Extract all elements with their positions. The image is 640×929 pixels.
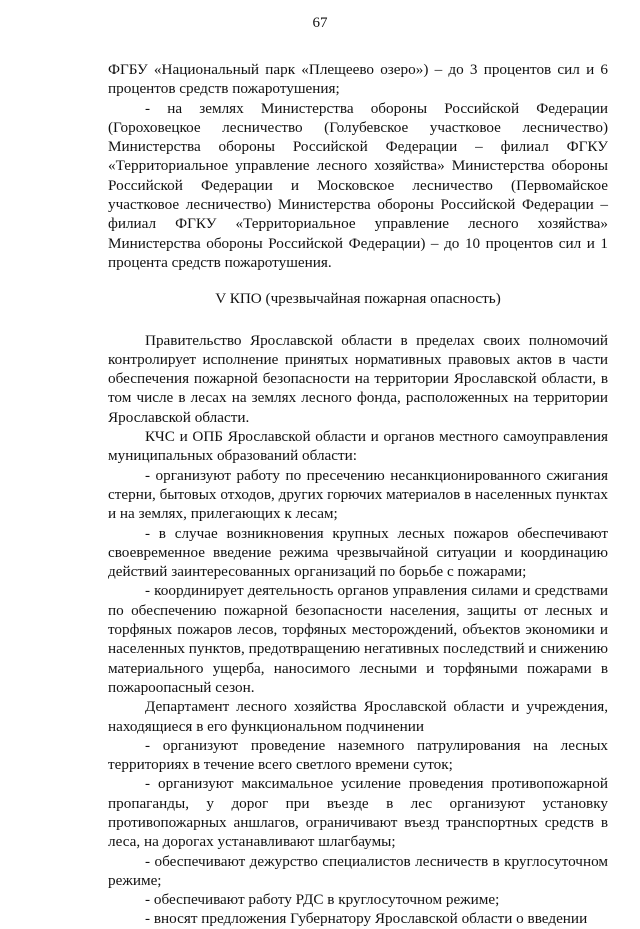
list-item: - в случае возникновения крупных лесных пожаров обеспечивают своевременное введение режима чрезвычайной ситуации и координацию действий заинтересованных организаций по борьбе с пожарами; <box>108 524 608 581</box>
list-item: - обеспечивают работу РДС в круглосуточном режиме; <box>145 891 500 909</box>
document-body <box>108 60 608 929</box>
list-item: - организуют работу по пресечению несанкционированного сжигания стерни, бытовых отходов, других горючих материалов в населенных пунктах и на землях, прилегающих к лесам; <box>108 466 608 523</box>
list-item: - организуют проведение наземного патрулирования на лесных территориях в течение всего светлого времени суток; <box>108 736 608 774</box>
paragraph: КЧС и ОПБ Ярославской области и органов местного самоуправления муниципальных образований области: <box>108 428 608 465</box>
paragraph: Правительство Ярославской области в пределах своих полномочий контролирует исполнение принятых нормативных правовых актов в части обеспечения пожарной безопасности на территории Ярославской области, в том числе в лесах на землях лесного фонда, расположенных на территории Ярославской области. <box>108 331 608 426</box>
page-number: 67 <box>312 15 328 31</box>
list-item: - обеспечивают дежурство специалистов лесничеств в круглосуточном режиме; <box>108 852 608 889</box>
paragraph: Департамент лесного хозяйства Ярославской области и учреждения, находящиеся в его функциональном подчинении <box>108 698 608 735</box>
list-item: - вносят предложения Губернатору Ярославской области о введении <box>145 910 588 928</box>
list-item: - координирует деятельность органов управления силами и средствами по обеспечению пожарной безопасности населения, защиты от лесных и торфяных пожаров лесов, торфяных месторождений, объектов экономики и населенных пунктов, предотвращению негативных последствий и снижению материального ущерба, наносимого лесными и торфяными пожарами в пожароопасный сезон. <box>108 582 608 696</box>
section-heading: V КПО (чрезвычайная пожарная опасность) <box>215 290 501 308</box>
list-item: - организуют максимальное усиление проведения противопожарной пропаганды, у дорог при въезде в лес организуют установку противопожарных аншлагов, ограничивают въезд транспортных средств в леса, на дорогах устанавливают шлагбаумы; <box>108 775 608 851</box>
paragraph: ФГБУ «Национальный парк «Плещеево озеро») – до 3 процентов сил и 6 процентов средств пожаротушения; <box>108 61 608 98</box>
paragraph: - на землях Министерства обороны Российской Федерации (Гороховецкое лесничество (Голубевское участковое лесничество) Министерства обороны Российской Федерации – филиал ФГКУ «Территориальное управление лесного хозяйства» Министерства обороны Российской Федерации и Московское лесничество (Первомайское участковое лесничество) Министерства обороны Российской Федерации – филиал ФГКУ «Территориальное управление лесного хозяйства» Министерства обороны Российской Федерации) – до 10 процентов сил и 1 процента средств пожаротушения. <box>108 99 608 271</box>
